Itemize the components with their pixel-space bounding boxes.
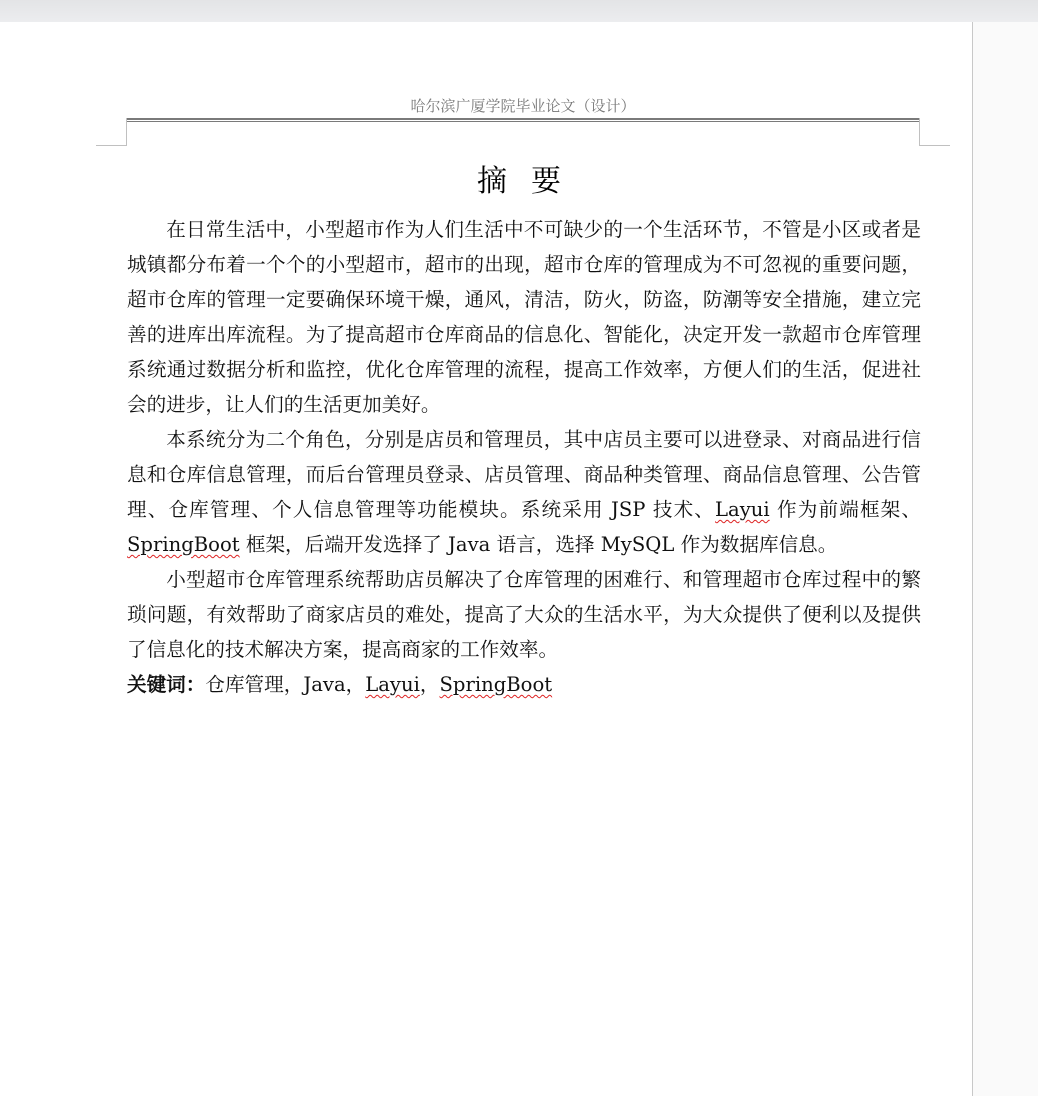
text-run: 作为前端框架、 bbox=[769, 498, 921, 521]
keyword-spellcheck[interactable]: Layui bbox=[365, 673, 420, 696]
separator: ， bbox=[345, 673, 366, 696]
separator: ， bbox=[283, 673, 304, 696]
separator: ， bbox=[419, 673, 440, 696]
spellcheck-word-layui[interactable]: Layui bbox=[715, 498, 770, 521]
spellcheck-word-springboot[interactable]: SpringBoot bbox=[127, 533, 240, 556]
paragraph-2 bbox=[127, 422, 921, 562]
margin-corner-mark-right-h bbox=[920, 145, 950, 146]
keyword: Java bbox=[303, 673, 346, 696]
header-rule bbox=[127, 118, 919, 120]
abstract-title: 摘要 bbox=[477, 164, 585, 199]
app-toolbar-strip bbox=[0, 0, 1038, 22]
paragraph-3: 小型超市仓库管理系统帮助店员解决了仓库管理的困难行、和管理超市仓库过程中的繁琐问题，有效帮助了商家店员的难处，提高了大众的生活水平，为大众提供了便利以及提供了信息化的技术解决方案，提高商家的工作效率。 bbox=[127, 568, 921, 661]
margin-corner-mark-right bbox=[919, 118, 920, 146]
keywords-label: 关键词： bbox=[127, 673, 206, 696]
margin-corner-mark-left-h bbox=[96, 145, 126, 146]
page-header: 哈尔滨广厦学院毕业论文（设计） bbox=[410, 97, 636, 115]
abstract-body[interactable] bbox=[127, 212, 921, 702]
keywords-line bbox=[127, 667, 921, 702]
keyword: 仓库管理 bbox=[205, 673, 284, 696]
keyword-spellcheck[interactable]: SpringBoot bbox=[439, 673, 553, 696]
paragraph-1: 在日常生活中，小型超市作为人们生活中不可缺少的一个生活环节，不管是小区或者是城镇都分布着一个个的小型超市，超市的出现，超市仓库的管理成为不可忽视的重要问题，超市仓库的管理一定要确保环境干燥，通风，清洁，防火，防盗，防潮等安全措施，建立完善的进库出库流程。为了提高超市仓库商品的信息化、智能化，决定开发一款超市仓库管理系统通过数据分析和监控，优化仓库管理的流程，提高工作效率，方便人们的生活，促进社会的进步，让人们的生活更加美好。 bbox=[127, 218, 921, 416]
margin-corner-mark-left bbox=[126, 118, 127, 146]
text-run: 本系统分为二个角色，分别是店员和管理员，其中店员主要可以进登录、对商品进行信息和仓库信息管理，而后台管理员登录、店员管理、商品种类管理、商品信息管理、公告管理、仓库管理、个人信息管理等功能模块。系统采用 JSP 技术、 bbox=[127, 428, 921, 521]
document-page bbox=[0, 22, 972, 1096]
right-side-panel bbox=[972, 22, 1038, 1096]
text-run: 框架，后端开发选择了 Java 语言，选择 MySQL 作为数据库信息。 bbox=[239, 533, 838, 556]
header-rule-thin bbox=[127, 121, 919, 122]
